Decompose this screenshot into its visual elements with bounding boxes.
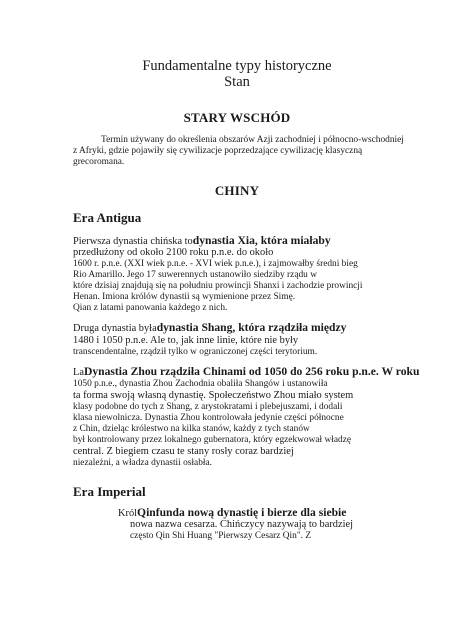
paragraph-line: często Qin Shi Huang "Pierwszy Cesarz Qin". Z [130, 531, 312, 541]
paragraph-line: Henan. Imiona królów dynastii są wymienione przez Simę. [73, 292, 296, 302]
heading-era-imperial: Era Imperial [73, 484, 146, 499]
heading-era-antigua: Era Antigua [73, 210, 142, 225]
paragraph-text: La [73, 367, 84, 378]
paragraph-line: central. Z biegiem czasu te stany rosły coraz bardziej [73, 446, 294, 457]
paragraph-emphasis: Dynastia Zhou rządziła Chinami od 1050 do 256 roku p.n.e. W roku [83, 365, 420, 378]
heading-stary-wschod: STARY WSCHÓD [183, 110, 291, 125]
paragraph-zhou-first-line [73, 366, 419, 378]
paragraph-line: niezależni, a władza dynastii osłabła. [73, 458, 213, 468]
paragraph-line: był kontrolowany przez lokalnego gubernatora, który egzekwował władzę [73, 435, 352, 445]
paragraph-line: grecoromana. [73, 157, 125, 167]
paragraph-line: Qian z latami panowania każdego z nich. [73, 303, 228, 313]
paragraph-line: Rio Amarillo. Jego 17 suwerennych ustanowiło siedziby rządu w [73, 270, 317, 280]
paragraph-line: przedłużony od około 2100 roku p.n.e. do około [73, 247, 274, 258]
paragraph-line: transcendentalne, rządził tylko w ograniczonej części terytorium. [73, 347, 318, 357]
paragraph-shang-first-line [73, 322, 346, 334]
paragraph-line: z Afryki, gdzie pojawiły się cywilizacje poprzedzające cywilizację klasyczną [73, 146, 363, 156]
paragraph-imperial-first-line [118, 507, 346, 519]
paragraph-line: 1480 i 1050 p.n.e. Ale to, jak inne linie, które nie były [73, 335, 299, 346]
document-title: Fundamentalne typy historyczne [142, 58, 332, 74]
paragraph-line: nowa nazwa cesarza. Chińczycy nazywają to bardziej [130, 519, 353, 530]
document-subtitle: Stan [224, 74, 250, 90]
paragraph-xia-first-line [73, 235, 403, 247]
paragraph-text: Król [118, 508, 138, 519]
paragraph-line: klasy podobne do tych z Shang, z arystokratami i plebejuszami, i dodali [73, 402, 343, 412]
paragraph-line: z Chin, dzieląc królestwo na kilka stanów, każdy z tych stanów [73, 424, 310, 434]
paragraph-emphasis: dynastia Shang, która rządziła między [156, 321, 347, 334]
paragraph-text: Pierwsza dynastia chińska to [73, 236, 193, 247]
paragraph-text: Druga dynastia była [73, 323, 157, 334]
paragraph-line: Termin używany do określenia obszarów Azji zachodniej i północno-wschodniej [101, 135, 404, 145]
paragraph-line: ta forma swoją własną dynastię. Społeczeństwo Zhou miało system [73, 390, 354, 401]
paragraph-emphasis: dynastia Xia, która miałaby [192, 234, 331, 247]
heading-chiny: CHINY [214, 183, 260, 198]
paragraph-line: które dzisiaj znajdują się na południu prowincji Shanxi i zachodzie prowincji [73, 281, 363, 291]
paragraph-line: 1050 p.n.e., dynastia Zhou Zachodnia obaliła Shangów i ustanowiła [73, 379, 328, 389]
paragraph-line: klasa niewolnicza. Dynastia Zhou kontrolowała jedynie części północne [73, 413, 344, 423]
paragraph-line: 1600 r. p.n.e. (XXI wiek p.n.e. - XVI wiek p.n.e.), i zajmowałby średni bieg [73, 259, 358, 269]
paragraph-emphasis: Qinfunda nową dynastię i bierze dla siebie [137, 506, 347, 519]
